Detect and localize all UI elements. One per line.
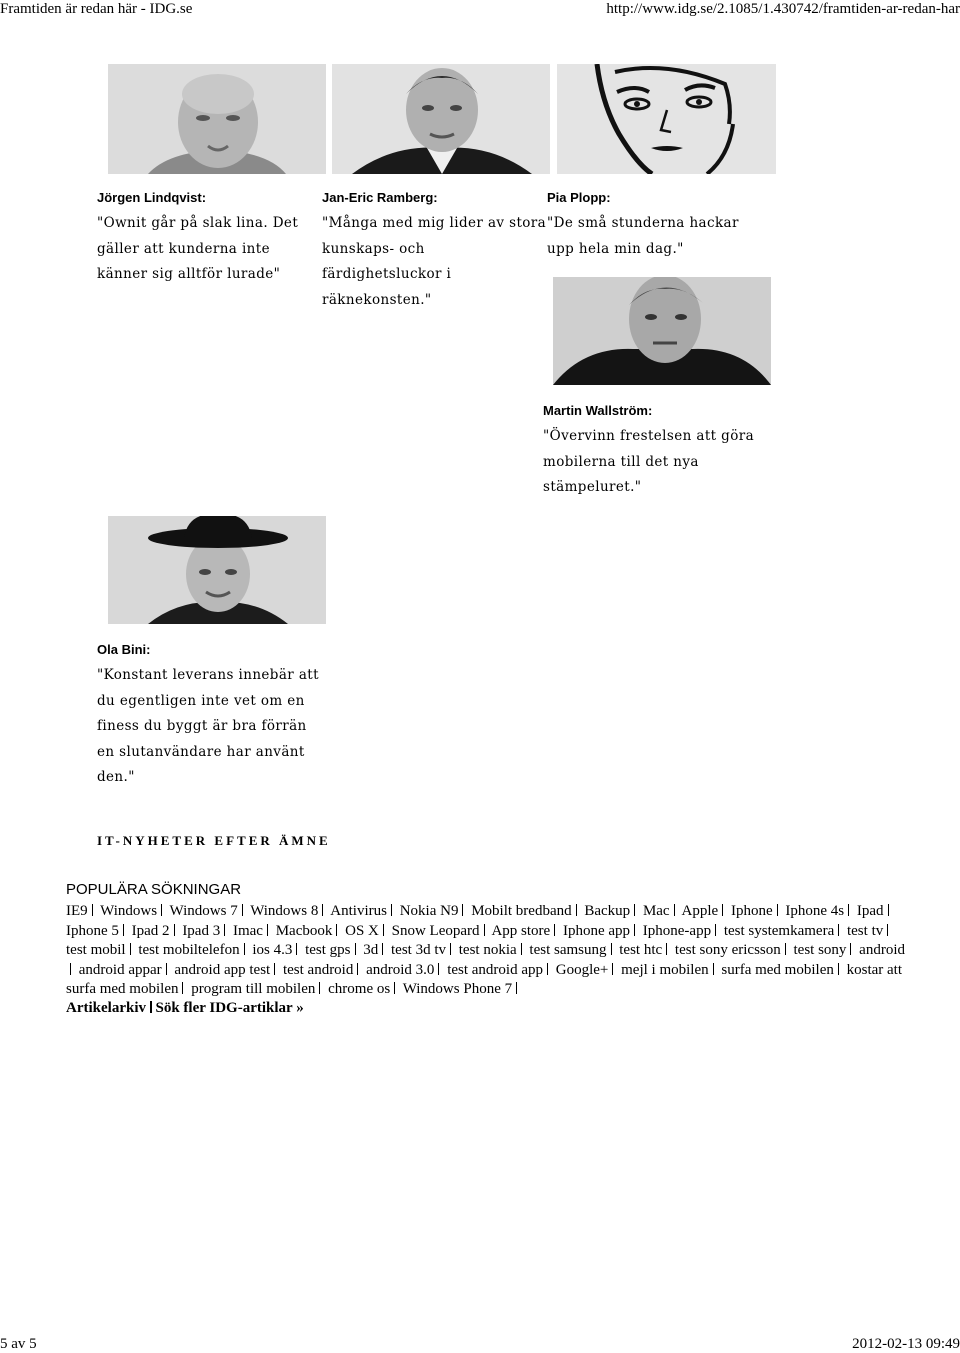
separator — [296, 943, 297, 955]
search-link[interactable]: Antivirus — [330, 903, 387, 919]
search-link[interactable]: IE9 — [66, 903, 88, 919]
photo-jan-eric-ramberg — [332, 64, 550, 174]
separator — [92, 904, 93, 916]
separator — [888, 904, 889, 916]
separator — [182, 982, 183, 994]
person-quote: "Konstant leverans innebär att du egentligen inte vet om en finess du byggt är bra förrän en slutanvändare har använt den." — [97, 667, 319, 785]
document-title: Framtiden är redan här - IDG.se — [0, 1, 193, 17]
separator — [722, 904, 723, 916]
separator — [484, 924, 485, 936]
separator — [666, 943, 667, 955]
search-link[interactable]: test systemkamera — [723, 922, 835, 939]
photo-jorgen-lindqvist — [108, 64, 326, 174]
search-link[interactable]: android 3.0 — [366, 961, 435, 978]
separator — [438, 963, 439, 975]
separator — [242, 904, 243, 916]
search-link[interactable]: 3d — [363, 942, 379, 959]
search-link[interactable]: Iphone 4s — [785, 903, 845, 919]
popular-searches-title: POPULÄRA SÖKNINGAR — [66, 881, 242, 898]
person-name: Jörgen Lindqvist: — [97, 190, 207, 205]
separator — [130, 943, 131, 955]
separator — [777, 904, 778, 916]
search-link[interactable]: test nokia — [458, 942, 517, 959]
search-link[interactable]: Imac — [232, 922, 263, 939]
search-link[interactable]: Mobilt bredband — [471, 903, 572, 919]
search-link[interactable]: test 3d tv — [391, 942, 447, 959]
person-name: Martin Wallström: — [543, 403, 653, 418]
separator — [357, 963, 358, 975]
separator — [713, 963, 714, 975]
separator — [161, 904, 162, 916]
search-link[interactable]: Iphone — [730, 903, 773, 919]
separator — [634, 924, 635, 936]
print-timestamp: 2012-02-13 09:49 — [852, 1336, 960, 1352]
separator — [244, 943, 245, 955]
separator — [516, 982, 517, 994]
search-link[interactable]: test android — [282, 961, 354, 978]
search-link[interactable]: Snow Leopard — [391, 922, 480, 939]
search-link[interactable]: Google+ — [555, 961, 609, 978]
separator — [319, 982, 320, 994]
search-link[interactable]: Windows 7 — [169, 903, 238, 919]
search-link[interactable]: Windows — [100, 903, 158, 919]
search-link[interactable]: test mobil — [66, 942, 126, 959]
archive-link[interactable]: Artikelarkiv — [66, 1000, 146, 1016]
separator — [322, 904, 323, 916]
separator — [336, 924, 337, 936]
section-title: IT-NYHETER EFTER ÄMNE — [97, 833, 331, 848]
search-link[interactable]: test android app — [447, 961, 543, 978]
search-link[interactable]: android — [859, 942, 905, 959]
search-link[interactable]: kostar att surfa med mobilen — [66, 961, 903, 998]
separator — [611, 943, 612, 955]
search-link[interactable]: mejl i mobilen — [621, 961, 709, 978]
photo-ola-bini — [108, 516, 326, 624]
search-link[interactable]: Iphone-app — [642, 922, 712, 939]
separator — [274, 963, 275, 975]
archive-links — [66, 998, 304, 1018]
separator — [450, 943, 451, 955]
separator — [224, 924, 225, 936]
search-link[interactable]: Ipad 2 — [131, 922, 170, 939]
search-link[interactable]: test tv — [846, 922, 884, 939]
search-link[interactable]: Windows 8 — [250, 903, 319, 919]
popular-searches-links — [66, 902, 906, 1000]
separator — [70, 963, 71, 975]
separator — [612, 963, 613, 975]
separator — [462, 904, 463, 916]
search-link[interactable]: program till mobilen — [191, 981, 316, 998]
search-link[interactable]: Nokia N9 — [399, 903, 459, 919]
separator — [383, 924, 384, 936]
separator — [554, 924, 555, 936]
separator — [391, 904, 392, 916]
separator — [267, 924, 268, 936]
search-link[interactable]: ios 4.3 — [252, 942, 293, 959]
separator — [785, 943, 786, 955]
separator — [394, 982, 395, 994]
search-link[interactable]: Iphone 5 — [66, 922, 119, 939]
separator — [576, 904, 577, 916]
separator — [850, 943, 851, 955]
search-link[interactable]: Iphone app — [562, 922, 631, 939]
search-link[interactable]: Apple — [681, 903, 719, 919]
separator — [382, 943, 383, 955]
person-quote: "Ownit går på slak lina. Det gäller att kunderna inte känner sig alltför lurade" — [97, 215, 299, 282]
search-link[interactable]: Macbook — [275, 922, 333, 939]
search-link[interactable]: android app test — [174, 961, 271, 978]
search-link[interactable]: test sony ericsson — [674, 942, 781, 959]
person-name: Ola Bini: — [97, 642, 151, 657]
search-link[interactable]: test samsung — [529, 942, 607, 959]
separator — [174, 924, 175, 936]
search-link[interactable]: android appar — [78, 961, 162, 978]
person-quote: "Många med mig lider av stora kunskaps- och färdighetsluckor i räknekonsten." — [322, 215, 547, 308]
search-link[interactable]: chrome os — [328, 981, 391, 998]
separator — [634, 904, 635, 916]
separator — [838, 963, 839, 975]
photo-martin-wallstrom — [553, 277, 771, 385]
search-link[interactable]: test gps — [305, 942, 351, 959]
search-link[interactable]: test sony — [793, 942, 847, 959]
search-more-link[interactable]: Sök fler IDG-artiklar » — [155, 1000, 304, 1016]
photo-pia-plopp — [557, 64, 776, 174]
search-link[interactable]: test mobiltelefon — [138, 942, 240, 959]
search-link[interactable]: OS X — [345, 922, 379, 939]
search-link[interactable]: App store — [491, 922, 551, 939]
separator — [838, 924, 839, 936]
separator — [887, 924, 888, 936]
search-link[interactable]: Mac — [642, 903, 670, 919]
document-url[interactable]: http://www.idg.se/2.1085/1.430742/framtiden-ar-redan-har — [606, 1, 960, 17]
search-link[interactable]: Backup — [584, 903, 631, 919]
person-name: Jan-Eric Ramberg: — [322, 190, 438, 205]
search-link[interactable]: surfa med mobilen — [721, 961, 834, 978]
search-link[interactable]: Ipad 3 — [182, 922, 221, 939]
separator — [674, 904, 675, 916]
search-link[interactable]: Ipad — [856, 903, 884, 919]
separator — [848, 904, 849, 916]
search-link[interactable]: Windows Phone 7 — [402, 981, 513, 998]
separator — [150, 1001, 152, 1013]
page-number: 5 av 5 — [0, 1336, 37, 1352]
separator — [715, 924, 716, 936]
person-quote: "Övervinn frestelsen att göra mobilerna till det nya stämpeluret." — [543, 428, 755, 495]
separator — [166, 963, 167, 975]
search-link[interactable]: test htc — [619, 942, 663, 959]
separator — [547, 963, 548, 975]
person-name: Pia Plopp: — [547, 190, 611, 205]
person-quote: "De små stunderna hackar upp hela min dag." — [547, 215, 739, 257]
separator — [123, 924, 124, 936]
separator — [521, 943, 522, 955]
separator — [355, 943, 356, 955]
